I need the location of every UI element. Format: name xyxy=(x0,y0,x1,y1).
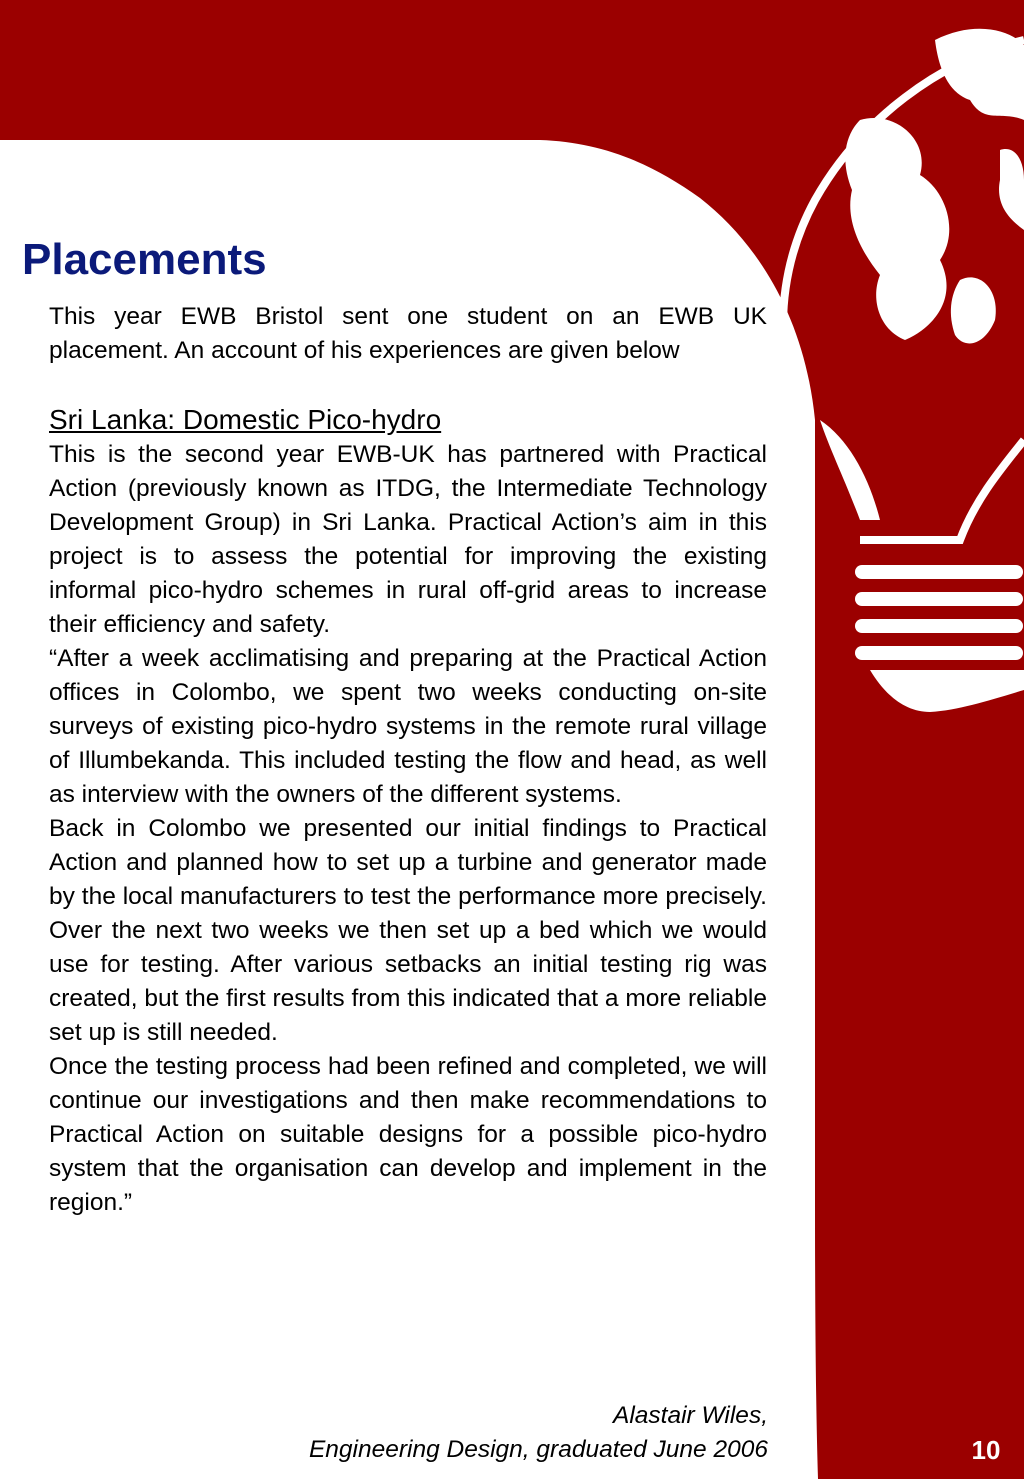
body-paragraph: This is the second year EWB-UK has partnered with Practical Action (previously known as ITDG, the Intermediate Technology Development Group) in Sri Lanka. Practical Action’s aim in this project is to assess the potential for improving the existing informal pico-hydro schemes in rural off-grid areas to increase their efficiency and safety. xyxy=(49,441,767,638)
bulb-thread-icon xyxy=(855,619,1023,633)
bulb-thread-icon xyxy=(855,592,1023,606)
section-heading: Sri Lanka: Domestic Pico-hydro xyxy=(49,404,442,435)
article-body xyxy=(49,300,767,1220)
author-detail: Engineering Design, graduated June 2006 xyxy=(308,1436,768,1463)
body-paragraph: Back in Colombo we presented our initial findings to Practical Action and planned how to set up a turbine and generator made by the local manufacturers to test the performance more precisely. Over the next two weeks we then set up a bed which we would use for testing. After various setbacks an initial testing rig was created, but the first results from this indicated that a more reliable set up is still needed. xyxy=(49,815,767,1046)
page-title: Placements xyxy=(22,235,267,284)
body-paragraph: “After a week acclimatising and preparing at the Practical Action offices in Colombo, we spent two weeks conducting on-site surveys of existing pico-hydro systems in the remote rural village of Illumbekanda. This included testing the flow and head, as well as interview with the owners of the different systems. xyxy=(49,645,767,808)
bulb-thread-icon xyxy=(855,565,1023,579)
page-number: 10 xyxy=(971,1435,1001,1465)
author-name: Alastair Wiles, xyxy=(613,1402,768,1429)
body-paragraph: Once the testing process had been refined and completed, we will continue our investigations and then make recommendations to Practical Action on suitable designs for a possible pico-hydro system that the organisation can develop and implement in the region.” xyxy=(49,1053,767,1216)
bulb-thread-icon xyxy=(855,646,1023,660)
intro-paragraph: This year EWB Bristol sent one student on an EWB UK placement. An account of his experiences are given below xyxy=(49,303,767,364)
attribution xyxy=(309,1399,768,1467)
